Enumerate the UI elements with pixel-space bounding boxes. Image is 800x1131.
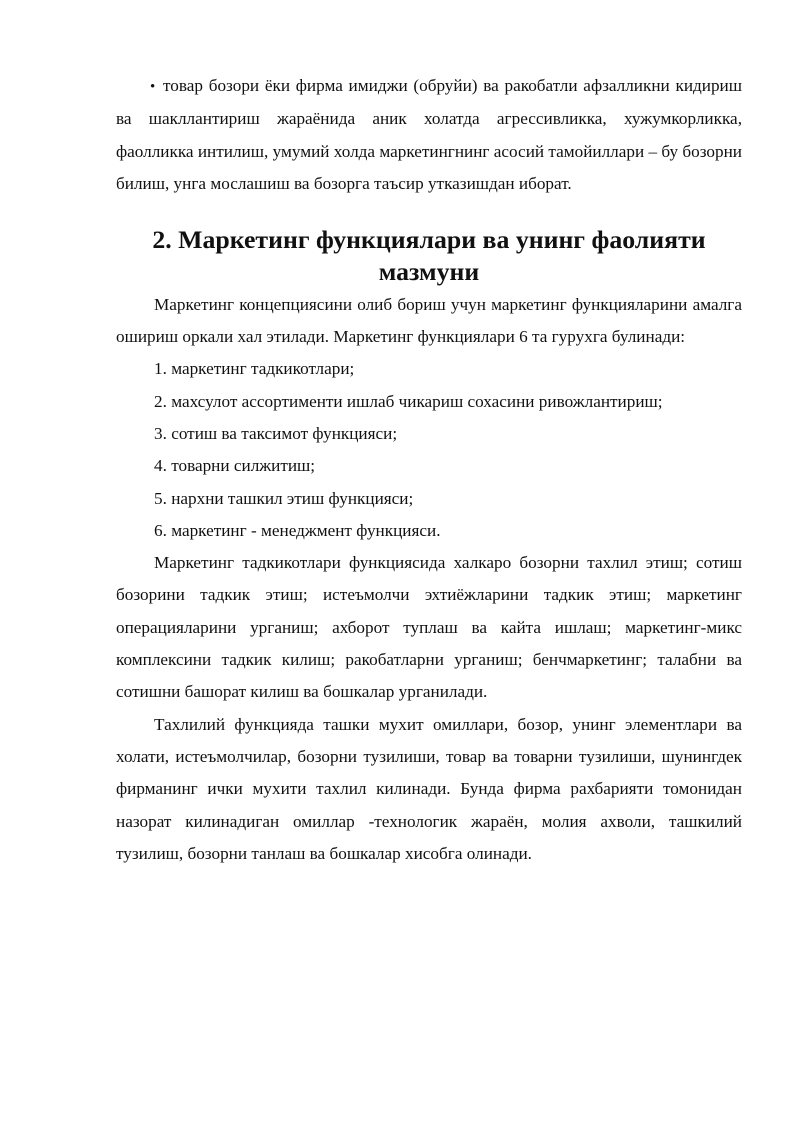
intro-paragraph: Маркетинг концепциясини олиб бориш учун маркетинг функцияларини амалга ошириш оркали хал этилади. Маркетинг функциялари 6 та гурухга булинади: bbox=[116, 294, 742, 347]
list-item: 3. сотиш ва таксимот функцияси; bbox=[154, 423, 398, 443]
list-item: 2. махсулот ассортименти ишлаб чикариш сохасини ривожлантириш; bbox=[154, 391, 663, 411]
section-heading: 2. Маркетинг функциялари ва унинг фаолияти мазмуни bbox=[152, 225, 706, 287]
bullet-paragraph bbox=[116, 70, 742, 200]
functions-list bbox=[116, 353, 742, 547]
analysis-paragraph: Тахлилий функцияда ташки мухит омиллари, бозор, унинг элементлари ва холати, истеъмолчилар, бозорни тузилиши, товар ва товарни тузилиши, шунингдек фирманинг ички мухити тахлил килинади. Бунда фирма рахбарияти томонидан назорат килинадиган омиллар -технологик жараён, молия ахволи, ташкилий тузилиш, бозорни танлаш ва бошкалар хисобга олинади. bbox=[116, 714, 742, 863]
bullet-marker: • bbox=[150, 79, 156, 95]
document-page bbox=[116, 70, 742, 870]
list-item: 1. маркетинг тадкикотлари; bbox=[154, 359, 355, 379]
bullet-paragraph-text: товар бозори ёки фирма имиджи (обруйи) ва ракобатли афзалликни кидириш ва шакллантириш жараёнида аник холатда агрессивликка, хужумкорликка, фаолликка интилиш, умумий холда маркетингнинг асосий тамойиллари – бу бозорни билиш, унга мослашиш ва бозорга таъсир утказишдан иборат. bbox=[116, 76, 742, 193]
list-item: 4. товарни силжитиш; bbox=[154, 456, 316, 476]
list-item: 5. нархни ташкил этиш функцияси; bbox=[154, 488, 414, 508]
research-paragraph: Маркетинг тадкикотлари функциясида халкаро бозорни тахлил этиш; сотиш бозорини тадкик этиш; истеъмолчи эхтиёжларини тадкик этиш; маркетинг операцияларини урганиш; ахборот туплаш ва кайта ишлаш; маркетинг-микс комплексини тадкик килиш; ракобатларни урганиш; бенчмаркетинг; талабни ва сотишни башорат килиш ва бошкалар урганилади. bbox=[116, 553, 742, 702]
list-item: 6. маркетинг - менеджмент функцияси. bbox=[154, 520, 441, 540]
